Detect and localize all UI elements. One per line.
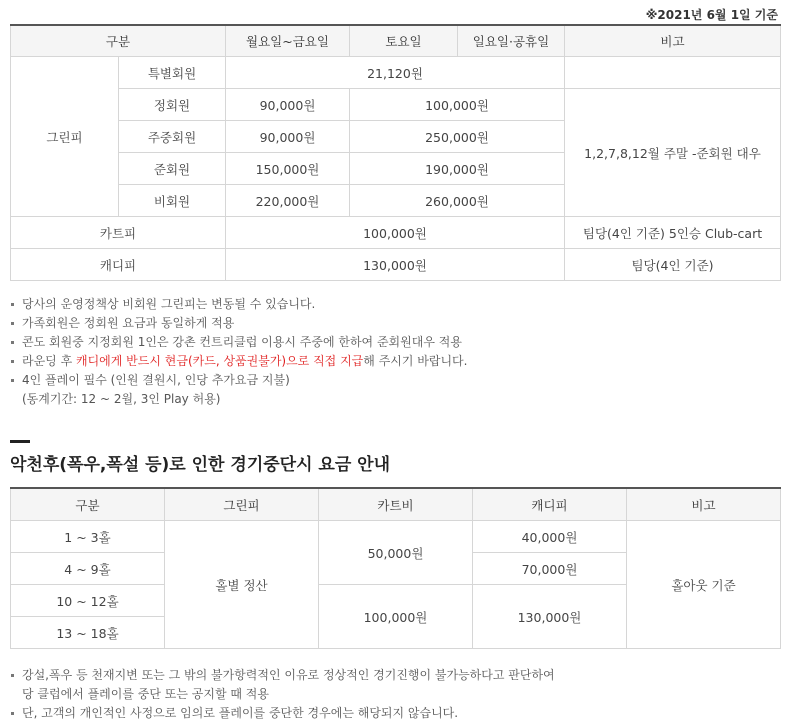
hole-range: 4 ~ 9홀 [11, 553, 165, 585]
header-category: 구분 [11, 488, 165, 521]
list-item: 단, 고객의 개인적인 사정으로 임의로 플레이를 중단한 경우에는 해당되지 않습니다. [10, 704, 555, 723]
green-fee-note: 1,2,7,8,12월 주말 -준회원 대우 [565, 89, 781, 217]
cart-fee-note: 팀당(4인 기준) 5인승 Club-cart [565, 217, 781, 249]
caddie-fee: 130,000원 [226, 249, 565, 281]
list-item: 콘도 회원중 지정회원 1인은 강촌 컨트리클럽 이용시 주중에 한하여 준회원대우 적용 [10, 333, 467, 352]
fee-table [10, 24, 781, 281]
member-type: 특별회원 [119, 57, 226, 89]
hole-range: 10 ~ 12홀 [11, 585, 165, 617]
green-fee-label: 그린피 [11, 57, 119, 217]
cart-fee: 100,000원 [226, 217, 565, 249]
weather-table-header [11, 488, 781, 521]
fee-weekend: 250,000원 [350, 121, 565, 153]
list-item: 당사의 운영정책상 비회원 그린피는 변동될 수 있습니다. [10, 295, 467, 314]
header-sunday: 일요일·공휴일 [458, 25, 565, 57]
header-weekday: 월요일~금요일 [226, 25, 350, 57]
header-category: 구분 [11, 25, 226, 57]
hole-range: 1 ~ 3홀 [11, 521, 165, 553]
section-accent-bar [10, 440, 30, 443]
note-text: 라운딩 후 [22, 354, 76, 368]
list-item [10, 352, 467, 371]
table-row [11, 521, 781, 553]
header-note: 비고 [565, 25, 781, 57]
member-type: 정회원 [119, 89, 226, 121]
green-settlement: 홀별 정산 [165, 521, 319, 649]
list-item: 강설,폭우 등 천재지변 또는 그 밖의 불가항력적인 이유로 정상적인 경기진행이 불가능하다고 판단하여 [10, 666, 555, 685]
standard-date: ※2021년 6월 1일 기준 [645, 8, 778, 22]
fee-weekend: 190,000원 [350, 153, 565, 185]
table-row [11, 249, 781, 281]
caddie-fee: 130,000원 [473, 585, 627, 649]
header-caddie-fee: 캐디피 [473, 488, 627, 521]
weather-notes [10, 666, 555, 723]
note-highlight: 캐디에게 반드시 현금(카드, 상품권불가)으로 직접 지급 [76, 354, 364, 368]
fee-weekday: 21,120원 [226, 57, 565, 89]
table-row [11, 89, 781, 121]
cart-fee: 100,000원 [319, 585, 473, 649]
weather-note: 홀아웃 기준 [627, 521, 781, 649]
member-type: 주중회원 [119, 121, 226, 153]
list-item: 4인 플레이 필수 (인원 결원시, 인당 추가요금 지불) [10, 371, 467, 390]
cart-fee-label: 카트피 [11, 217, 226, 249]
header-green-fee: 그린피 [165, 488, 319, 521]
caddie-fee-note: 팀당(4인 기준) [565, 249, 781, 281]
fee-weekend: 260,000원 [350, 185, 565, 217]
fee-weekday: 220,000원 [226, 185, 350, 217]
member-type: 준회원 [119, 153, 226, 185]
fee-weekday: 150,000원 [226, 153, 350, 185]
fee-notes [10, 295, 467, 409]
member-type: 비회원 [119, 185, 226, 217]
fee-weekday: 90,000원 [226, 121, 350, 153]
fee-weekday: 90,000원 [226, 89, 350, 121]
fee-weekend: 100,000원 [350, 89, 565, 121]
note-text: 해 주시기 바랍니다. [363, 354, 468, 368]
list-item-sub: 당 클럽에서 플레이를 중단 또는 공지할 때 적용 [22, 687, 269, 701]
fee-table-header [11, 25, 781, 57]
caddie-fee-label: 캐디피 [11, 249, 226, 281]
cart-fee: 50,000원 [319, 521, 473, 585]
caddie-fee: 40,000원 [473, 521, 627, 553]
caddie-fee: 70,000원 [473, 553, 627, 585]
list-item: 가족회원은 정회원 요금과 동일하게 적용 [10, 314, 467, 333]
section-title: 악천후(폭우,폭설 등)로 인한 경기중단시 요금 안내 [10, 455, 391, 475]
weather-fee-table [10, 487, 781, 649]
note-cell [565, 57, 781, 89]
list-item-sub: (동계기간: 12 ~ 2월, 3인 Play 허용) [22, 392, 221, 406]
table-row [11, 217, 781, 249]
hole-range: 13 ~ 18홀 [11, 617, 165, 649]
header-cart-fee: 카트비 [319, 488, 473, 521]
table-row [11, 57, 781, 89]
header-note: 비고 [627, 488, 781, 521]
header-saturday: 토요일 [350, 25, 458, 57]
